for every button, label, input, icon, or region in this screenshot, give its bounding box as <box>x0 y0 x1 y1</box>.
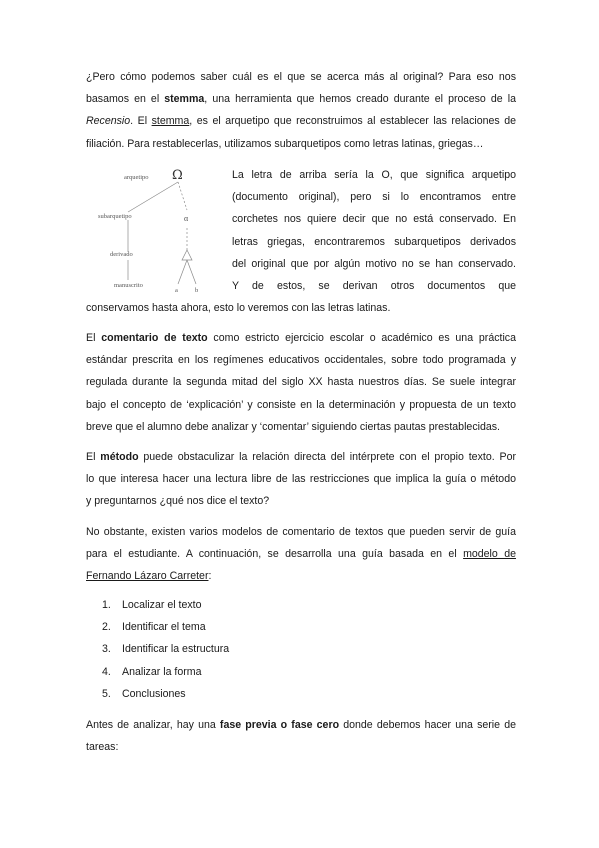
omega-symbol: Ω <box>172 168 183 183</box>
list-item-label: Localizar el texto <box>122 599 202 611</box>
stemma-diagram <box>94 166 224 302</box>
paragraph-stemma-intro <box>86 66 516 155</box>
paragraph-modelos <box>86 521 516 588</box>
text-line: basamos en el stemma, una herramienta que hemos creado durante el proceso de la <box>86 93 516 106</box>
underlined-author: Fernando Lázaro Carreter <box>86 570 209 583</box>
list-item-label: Analizar la forma <box>122 665 202 678</box>
italic-recensio: Recensio <box>86 115 131 128</box>
text-line: bajo el concepto de ‘explicación’ y consiste en la determinación y propuesta de un texto <box>86 398 516 411</box>
list-item-label: Conclusiones <box>122 687 186 700</box>
text-line: El método puede obstaculizar la relación directa del intérprete con el propio texto. Por <box>86 451 516 463</box>
paragraph-comentario <box>86 327 516 438</box>
text-line: estándar prescrita en los regímenes educativos occidentales, sobre todo programada y <box>86 354 516 367</box>
label-b: b <box>195 287 199 294</box>
label-manuscrito: manuscrito <box>114 282 143 289</box>
text-line: y preguntarnos ¿qué nos dice el texto? <box>86 495 270 508</box>
paragraph-fase-previa <box>86 714 516 758</box>
stemma-explanation-end <box>86 297 516 319</box>
text-line: breve que el alumno debe analizar y ‘comentar’ siguiendo ciertas pautas prestablecidas. <box>86 420 500 433</box>
stemma-branch <box>187 260 196 284</box>
stemma-explanation <box>232 164 516 297</box>
label-a: a <box>175 287 178 294</box>
list-item-number: 3. <box>102 643 111 656</box>
text-line: La letra de arriba sería la O, que significa arquetipo <box>232 169 516 181</box>
list-item-label: Identificar la estructura <box>122 643 230 656</box>
text-line: regulada durante la segunda mitad del siglo XX hasta nuestros días. Se suele integrar <box>86 376 516 389</box>
list-item-number: 5. <box>102 687 111 700</box>
underlined-stemma: stemma <box>151 115 190 128</box>
stemma-branch <box>178 182 187 210</box>
label-subarquetipo: subarquetipo <box>98 213 132 220</box>
list-item-label: Identificar el tema <box>122 621 206 634</box>
label-derivado: derivado <box>110 251 133 258</box>
stemma-node-triangle <box>182 250 192 260</box>
text-line: filiación. Para restablecerlas, utilizamos subarquetipos como letras latinas, griegas… <box>86 137 484 150</box>
text-line: Fernando Lázaro Carreter: <box>86 570 212 583</box>
text-line: Y de estos, se derivan otros documentos que <box>232 280 516 293</box>
text-line: tareas: <box>86 741 119 754</box>
text-line: ¿Pero cómo podemos saber cuál es el que se acerca más al original? Para eso nos <box>86 71 516 83</box>
list-item-number: 2. <box>102 621 111 634</box>
text-line: letras griegas, encontraremos subarquetipos derivados <box>232 235 516 248</box>
list-item-number: 4. <box>102 665 111 678</box>
text-line: El comentario de texto como estricto ejercicio escolar o académico es una práctica <box>86 332 516 344</box>
stemma-branch <box>178 260 187 284</box>
text-line: lo que interesa hacer una lectura libre de las restricciones que implica la guía o método <box>86 473 516 486</box>
text-line: Recensio. El stemma, es el arquetipo que reconstruimos al establecer las relaciones de <box>86 115 516 128</box>
text-line: No obstante, existen varios modelos de comentario de textos que pueden servir de guía <box>86 526 516 538</box>
underlined-modelo: modelo de <box>463 548 516 561</box>
bold-term-comentario: comentario de texto <box>101 332 208 344</box>
text-line: Antes de analizar, hay una fase previa o fase cero donde debemos hacer una serie de <box>86 719 516 731</box>
text-line: (documento original), pero si lo encontramos entre <box>232 191 516 204</box>
label-alpha: α <box>184 214 189 223</box>
label-arquetipo: arquetipo <box>124 174 149 181</box>
text-line: del original que por algún motivo no se han conservado. <box>232 257 516 270</box>
bold-term-metodo: método <box>100 451 139 463</box>
bold-term-fase: fase previa o fase cero <box>219 719 340 731</box>
list-item-number: 1. <box>102 599 111 611</box>
text-line: conservamos hasta ahora, esto lo veremos con las letras latinas. <box>86 302 391 314</box>
text-line: para el estudiante. A continuación, se desarrolla una guía basada en el modelo de <box>86 548 516 561</box>
stemma-branch <box>128 182 178 212</box>
bold-term-stemma: stemma <box>164 93 205 106</box>
paragraph-metodo <box>86 446 516 513</box>
text-line: corchetes nos quiere decir que no está conservado. En <box>232 213 516 226</box>
